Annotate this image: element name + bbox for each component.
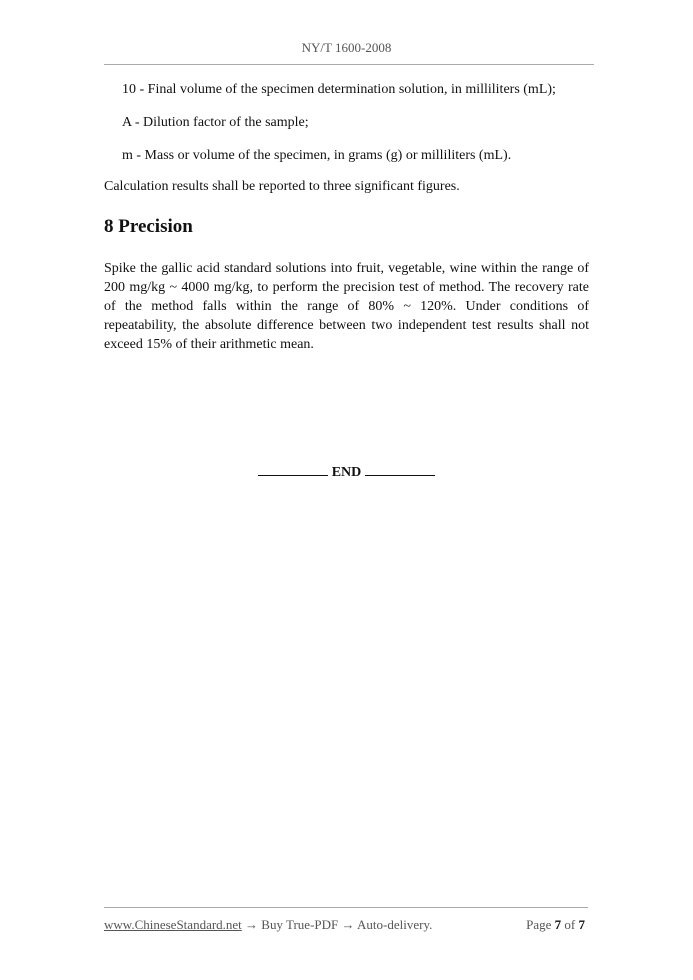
end-left-rule: [258, 462, 328, 476]
auto-delivery-text: Auto-delivery.: [357, 917, 433, 932]
standard-code: NY/T 1600-2008: [301, 40, 392, 55]
calculation-note: Calculation results shall be reported to three significant figures.: [104, 179, 460, 194]
site-link[interactable]: www.ChineseStandard.net: [104, 917, 242, 932]
arrow-right-icon: →: [245, 917, 259, 932]
current-page-number: 7: [554, 917, 562, 932]
footer-links: [104, 917, 432, 933]
section-heading: 8 Precision: [104, 216, 193, 237]
footer-divider: [104, 907, 588, 908]
total-pages-number: 7: [578, 917, 585, 932]
section-paragraph: Spike the gallic acid standard solutions into fruit, vegetable, wine within the range of 200 mg/kg ~ 4000 mg/kg, to perform the precision test of method. The recovery rate of the method falls within the range of 80% ~ 120%. Under conditions of repeatability, the absolute difference between two independent test results shall not exceed 15% of their arithmetic mean.: [104, 261, 589, 352]
buy-true-pdf-text: Buy True-PDF: [261, 917, 339, 932]
end-marker: [0, 462, 693, 482]
end-right-rule: [365, 462, 435, 476]
page-label: Page: [526, 917, 552, 932]
definition-item: m - Mass or volume of the specimen, in grams (g) or milliliters (mL).: [122, 148, 512, 163]
definition-item: A - Dilution factor of the sample;: [122, 115, 309, 130]
of-label: of: [564, 917, 576, 932]
arrow-right-icon: →: [341, 917, 355, 932]
page-indicator: [526, 917, 585, 933]
end-label: END: [331, 465, 362, 480]
header-divider: [104, 64, 594, 65]
definition-item: 10 - Final volume of the specimen determination solution, in milliliters (mL);: [122, 82, 556, 97]
